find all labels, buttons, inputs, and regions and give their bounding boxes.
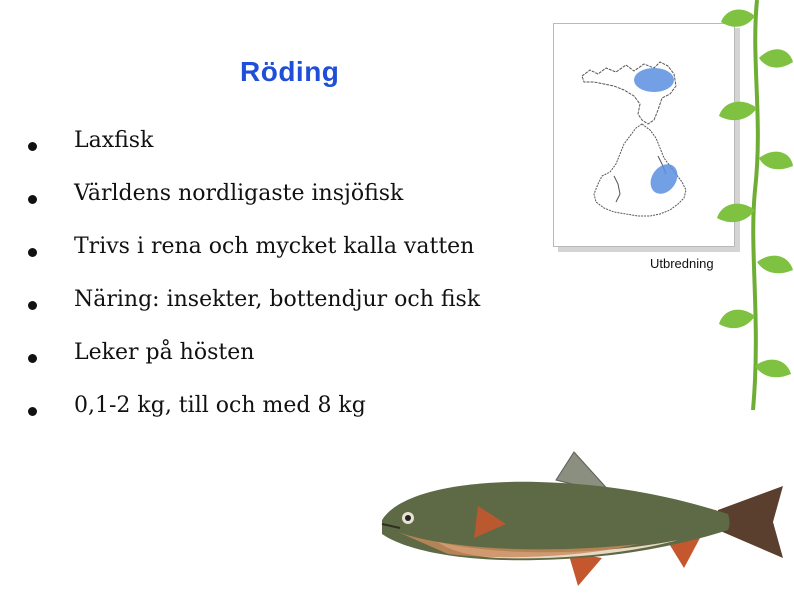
distribution-map: [553, 23, 735, 247]
slide-title: Röding: [240, 56, 340, 87]
vine-decoration-icon: [715, 0, 794, 410]
map-caption: Utbredning: [650, 256, 714, 271]
finland-map-outline: [554, 24, 734, 246]
bullet-dot-icon: [28, 354, 37, 363]
bullet-text: Leker på hösten: [74, 340, 255, 365]
char-fish-image: [378, 450, 788, 590]
bullet-dot-icon: [28, 142, 37, 151]
bullet-dot-icon: [28, 195, 37, 204]
bullet-text: 0,1-2 kg, till och med 8 kg: [74, 393, 366, 418]
bullet-text: Näring: insekter, bottendjur och fisk: [74, 287, 481, 312]
range-area-east: [645, 159, 683, 199]
bullet-text: Laxfisk: [74, 128, 154, 153]
bullet-dot-icon: [28, 301, 37, 310]
bullet-dot-icon: [28, 407, 37, 416]
bullet-text: Trivs i rena och mycket kalla vatten: [74, 234, 475, 259]
bullet-text: Världens nordligaste insjöfisk: [74, 181, 404, 206]
range-area-north: [634, 68, 674, 92]
bullet-dot-icon: [28, 248, 37, 257]
